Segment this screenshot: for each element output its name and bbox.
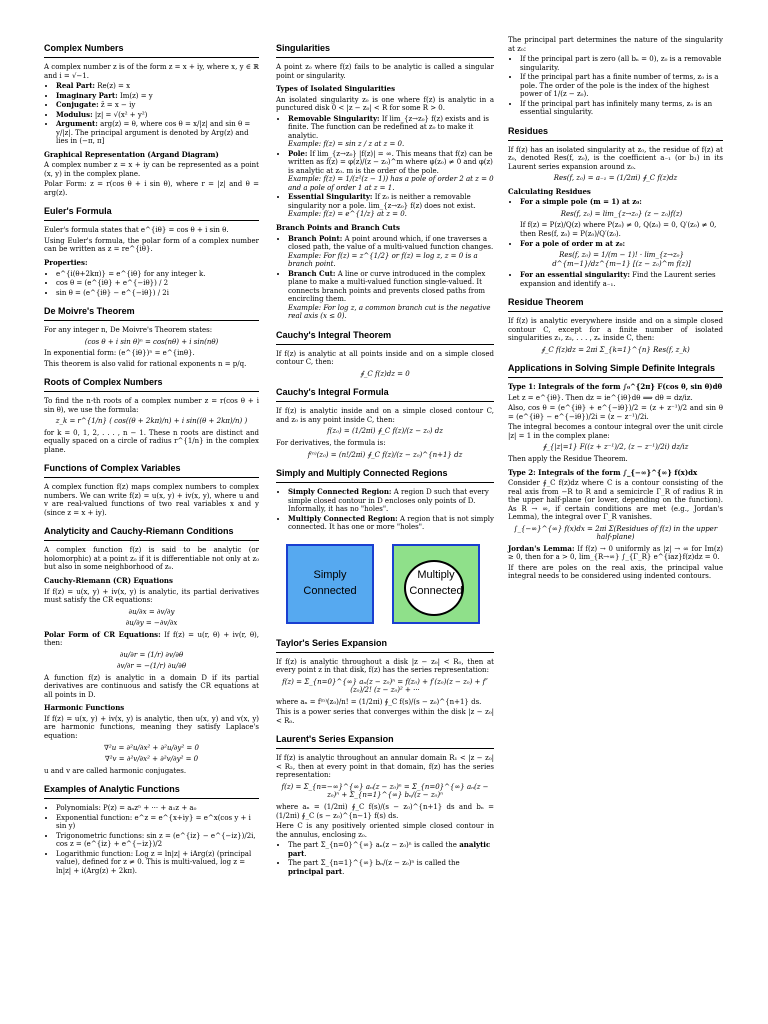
analyticity-text-2: A function f(z) is analytic in a domain D if its partial derivatives are continuous and satisfy the CR equations at all points in D. [44, 673, 259, 699]
cr-text: If f(z) = u(x, y) + iv(x, y) is analytic, its partial derivatives must satisfy the CR equations: [44, 587, 259, 605]
euler-text-2: Using Euler's formula, the polar form of a complex number can be written as z = re^{iθ}. [44, 236, 259, 254]
list-item: • cos θ = (e^{iθ} + e^{−iθ}) / 2 [56, 279, 259, 288]
examples-list [44, 804, 259, 875]
section-title-demoivre: De Moivre's Theorem [44, 306, 259, 321]
list-item: • If the principal part is zero (all bₙ = 0), z₀ is a removable singularity. [520, 55, 723, 72]
roots-text-1: To find the n-th roots of a complex number z = r(cos θ + i sin θ), we use the formula: [44, 397, 259, 414]
list-item: • The part Σ_{n=0}^{∞} aₙ(z − z₀)ⁿ is called the analytic part. [288, 841, 494, 858]
type1-equation: ∮_{|z|=1} F((z + z⁻¹)/2, (z − z⁻¹)/2i) dz/iz [542, 443, 689, 452]
analyticity-text-1: A complex function f(z) is said to be analytic (or holomorphic) at a point z₀ if it is differentiable not only at z₀ but also in some neighborhood of z₀. [44, 546, 259, 572]
subheading-isolated-singularities: Types of Isolated Singularities [276, 84, 396, 94]
type2-text-1: Consider ∮_C f(z)dz where C is a contour consisting of the real axis from −R to R and a semicircle Γ_R of radius R in the upper half-plane (or lower, depending on the function). As R → ∞, if certain conditions are met (e.g., Jordan's Lemma), the integral over Γ_R vanishes. [508, 479, 723, 522]
residue-theorem-text: If f(z) is analytic everywhere inside and on a simple closed contour C, except for a finite number of isolated singularities z₁, z₂, . . . , zₙ inside C, then: [508, 317, 723, 343]
demoivre-text-1: For any integer n, De Moivre's Theorem states: [44, 326, 213, 335]
list-item: • e^{i(θ+2kπ)} = e^{iθ} for any integer k. [56, 270, 259, 279]
list-item: • Branch Point: A point around which, if one traverses a closed path, the value of a multi-valued function changes. Example: For f(z) = z^{1/2} or f(z) = log z, z = 0 is a branch point. [288, 235, 494, 269]
taylor-text-1: If f(z) is analytic throughout a disk |z − z₀| < R₀, then at every point z in that disk, f(z) has the series representation: [276, 657, 494, 675]
list-item: • Polynomials: P(z) = aₙzⁿ + ··· + a₁z + a₀ [56, 804, 259, 813]
list-item: • If the principal part has a finite number of terms, z₀ is a pole. The order of the pole is the index of the highest power of 1/(z − z₀). [520, 73, 723, 99]
type2-equation: ∫_{−∞}^{∞} f(x)dx = 2πi Σ(Residues of f(z) in the upper half-plane) [513, 524, 718, 542]
list-item: • Logarithmic function: Log z = ln|z| + iArg(z) (principal value), defined for z ≠ 0. This is multi-valued, log z = ln|z| + i(Arg(z) + 2kπ). [56, 850, 259, 876]
complex-parts-list [44, 82, 259, 146]
section-title-residues: Residues [508, 126, 723, 141]
section-title-roots: Roots of Complex Numbers [44, 377, 259, 392]
complex-intro: A complex number z is of the form z = x + iy, where x, y ∈ ℝ and i = √−1. [44, 62, 259, 80]
list-item: • For an essential singularity: Find the Laurent series expansion and identify a₋₁. [520, 271, 723, 288]
jordan-lemma-text: Jordan's Lemma: If f(z) → 0 uniformly as |z| → ∞ for Im(z) ≥ 0, then for a > 0, lim_{R→∞} ∫_{Γ_R} e^{iaz}f(z)dz = 0. [508, 543, 723, 562]
section-title-analyticity: Analyticity and Cauchy-Riemann Conditions [44, 526, 259, 541]
cauchy-formula-text-1: If f(z) is analytic inside and on a simple closed contour C, and z₀ is any point inside C, then: [276, 407, 494, 424]
section-title-laurent: Laurent's Series Expansion [276, 734, 494, 749]
laurent-equation: f(z) = Σ_{n=−∞}^{∞} aₙ(z − z₀)ⁿ = Σ_{n=0}^{∞} aₙ(z − z₀)ⁿ + Σ_{n=1}^{∞} bₙ/(z − z₀)ⁿ [281, 782, 489, 800]
section-title-singularities: Singularities [276, 43, 494, 58]
euler-text-1: Euler's formula states that e^{iθ} = cos θ + i sin θ. [44, 226, 229, 235]
polar-cr-text: Polar Form of CR Equations: If f(z) = u(r, θ) + iv(r, θ), then: [44, 629, 260, 648]
section-title-complex-numbers: Complex Numbers [44, 43, 259, 58]
cauchy-theorem-equation: ∮_C f(z)dz = 0 [360, 369, 410, 378]
laurent-text-1: If f(z) is analytic throughout an annular domain R₁ < |z − z₀| < R₂, then at every point in that domain, f(z) has the series representation: [276, 754, 494, 780]
cr-equation-2: ∂u/∂y = −∂v/∂x [125, 619, 178, 628]
calculating-residues-list [508, 198, 723, 288]
laurent-parts-list [276, 841, 494, 876]
simply-label-2: Connected [303, 584, 357, 597]
list-item: • Conjugate: z̄ = x − iy [56, 101, 259, 110]
cauchy-formula-text-2: For derivatives, the formula is: [276, 438, 386, 447]
subheading-argand: Graphical Representation (Argand Diagram) [44, 149, 219, 159]
harmonic-text: If f(z) = u(x, y) + iv(x, y) is analytic, then u(x, y) and v(x, y) are harmonic functions, meaning they satisfy Laplace's equation: [44, 714, 259, 740]
list-item: • For a simple pole (m = 1) at z₀: Res(f, z₀) = lim_{z→z₀} (z − z₀)f(z) If f(z) = P(z)/Q(z) where P(z₀) ≠ 0, Q(z₀) = 0, Q′(z₀) ≠ 0, then Res(f, z₀) = P(z₀)/Q′(z₀). [520, 198, 723, 238]
branch-list [276, 235, 494, 321]
list-item: • For a pole of order m at z₀: Res(f, z₀) = 1/(m − 1)! · lim_{z→z₀} d^{m−1}/dz^{m−1} [(z − z₀)^m f(z)] [520, 240, 723, 269]
section-title-taylor: Taylor's Series Expansion [276, 638, 494, 653]
roots-text-2: for k = 0, 1, 2, . . . , n − 1. These n roots are distinct and equally spaced on a circle of radius r^{1/n} in the complex plane. [44, 428, 259, 454]
residue-equation: Res(f, z₀) = a₋₁ = (1/2πi) ∮_C f(z)dz [553, 174, 678, 183]
connected-regions-list [276, 488, 494, 532]
type2-text-2: If there are poles on the real axis, the principal value integral needs to be considered using indented contours. [508, 563, 723, 581]
list-item: • Exponential function: e^z = e^{x+iy} = e^x(cos y + i sin y) [56, 814, 259, 831]
taylor-text-2: where aₙ = f⁽ⁿ⁾(z₀)/n! = (1/2πi) ∮_C f(s)/(s − z₀)^{n+1} ds. [276, 697, 482, 706]
type1-text-2: Also, cos θ = (e^{iθ} + e^{−iθ})/2 = (z + z⁻¹)/2 and sin θ = (e^{iθ} − e^{−iθ})/2i = (z − z⁻¹)/2i. [508, 404, 723, 421]
polar-form-text: Polar Form: z = r(cos θ + i sin θ), where r = |z| and θ = arg(z). [44, 180, 259, 197]
cr-equation-1: ∂u/∂x = ∂v/∂y [128, 607, 175, 616]
section-title-applications: Applications in Solving Simple Definite Integrals [508, 363, 723, 378]
residues-text: If f(z) has an isolated singularity at z₀, the residue of f(z) at z₀, denoted Res(f, z₀), is the coefficient a₋₁ (or b₁) in its Laurent series expansion around z₀. [508, 145, 723, 171]
subheading-calculating-residues: Calculating Residues [508, 186, 591, 196]
list-item: • Multiply Connected Region: A region that is not simply connected. It has one or more "holes". [288, 515, 494, 532]
subheading-branch-points: Branch Points and Branch Cuts [276, 223, 400, 232]
subheading-cr: Cauchy-Riemann (CR) Equations [44, 576, 173, 585]
list-item: • Branch Cut: A line or curve introduced in the complex plane to make a multi-valued function single-valued. It connects branch points and prevents closed paths from encircling them. Example: For log z, a common branch cut is the negative real axis (x ≤ 0). [288, 270, 494, 321]
harmonic-conjugates-text: u and v are called harmonic conjugates. [44, 766, 187, 775]
list-item: • Argument: arg(z) = θ, where cos θ = x/|z| and sin θ = y/|z|. The principal argument is denoted by Arg(z) and lies in (−π, π] [56, 120, 259, 146]
list-item: • Pole: If lim_{z→z₀} |f(z)| = ∞. This means that f(z) can be written as f(z) = φ(z)/(z − z₀)^m where φ(z₀) ≠ 0 and φ(z) is analytic at z₀. m is the order of the pole. Example: f(z) = 1/(z²(z − 1)) has a pole of order 2 at z = 0 and a pole of order 1 at z = 1. [288, 150, 494, 193]
roots-equation: z_k = r^{1/n} ( cos((θ + 2kπ)/n) + i sin((θ + 2kπ)/n) ) [55, 417, 248, 426]
taylor-text-3: This is a power series that converges within the disk |z − z₀| < R₀. [276, 708, 494, 725]
laplace-equation-v: ∇²v = ∂²v/∂x² + ∂²v/∂y² = 0 [104, 755, 199, 764]
demoivre-text-2: In exponential form: (e^{iθ})ⁿ = e^{inθ}. [44, 349, 195, 358]
section-title-residue-theorem: Residue Theorem [508, 297, 723, 312]
laurent-text-2: where aₙ = (1/2πi) ∮_C f(s)/(s − z₀)^{n+1} ds and bₙ = (1/2πi) ∮_C (s − z₀)^{n−1} f(s) ds. [276, 802, 494, 820]
column-1 [44, 34, 259, 877]
subheading-properties: Properties: [44, 257, 88, 267]
euler-properties-list [44, 270, 259, 298]
section-title-functions: Functions of Complex Variables [44, 463, 259, 478]
functions-text: A complex function f(z) maps complex numbers to complex numbers. We can write f(z) = u(x, y) + iv(x, y), where u and v are real-valued functions of two real variables x and y (since z = x + iy). [44, 483, 259, 517]
list-item: • Trigonometric functions: sin z = (e^{iz} − e^{−iz})/2i, cos z = (e^{iz} + e^{−iz})/2 [56, 832, 259, 849]
list-item: • The part Σ_{n=1}^{∞} bₙ/(z − z₀)ⁿ is called the principal part. [288, 859, 494, 876]
principal-part-list [508, 55, 723, 117]
section-title-examples: Examples of Analytic Functions [44, 784, 259, 799]
list-item: • Modulus: |z| = √(x² + y²) [56, 111, 259, 120]
column-3 [508, 34, 723, 583]
list-item: • sin θ = (e^{iθ} − e^{−iθ}) / 2i [56, 289, 259, 298]
singularities-text: A point z₀ where f(z) fails to be analytic is called a singular point or singularity. [276, 62, 494, 80]
type1-text-1: Let z = e^{iθ}. Then dz = ie^{iθ}dθ ⟹ dθ = dz/iz. [508, 393, 693, 402]
list-item: • Real Part: Re(z) = x [56, 82, 259, 91]
laplace-equation-u: ∇²u = ∂²u/∂x² + ∂²u/∂y² = 0 [104, 743, 199, 752]
cauchy-derivative-equation: f⁽ⁿ⁾(z₀) = (n!/2πi) ∮_C f(z)/(z − z₀)^{n+1} dz [307, 450, 463, 459]
cauchy-formula-equation: f(z₀) = (1/2πi) ∮_C f(z)/(z − z₀) dz [327, 427, 443, 436]
section-title-euler: Euler's Formula [44, 206, 259, 221]
multiply-connected-box [392, 544, 480, 624]
section-title-cauchy-formula: Cauchy's Integral Formula [276, 387, 494, 402]
list-item: • Simply Connected Region: A region D such that every simple closed contour in D encloses only points of D. Informally, it has no "holes". [288, 488, 494, 514]
type1-text-3: The integral becomes a contour integral over the unit circle |z| = 1 in the complex plane: [508, 423, 723, 440]
demoivre-equation: (cos θ + i sin θ)ⁿ = cos(nθ) + i sin(nθ) [84, 337, 219, 346]
demoivre-text-3: This theorem is also valid for rational exponents n = p/q. [44, 359, 247, 368]
simply-connected-box [286, 544, 374, 624]
subheading-type-1: Type 1: Integrals of the form ∫₀^{2π} F(cos θ, sin θ)dθ [508, 382, 723, 392]
subheading-harmonic: Harmonic Functions [44, 703, 125, 713]
connected-regions-diagram [286, 544, 494, 624]
taylor-equation: f(z) = Σ_{n=0}^{∞} aₙ(z − z₀)ⁿ = f(z₀) + f′(z₀)(z − z₀) + f″(z₀)/2! (z − z₀)² + ··· [282, 677, 488, 695]
list-item: • Removable Singularity: If lim_{z→z₀} f(z) exists and is finite. The function can be redefined at z₀ to make it analytic. Example: f(z) = sin z / z at z = 0. [288, 115, 494, 149]
cauchy-theorem-text: If f(z) is analytic at all points inside and on a simple closed contour C, then: [276, 349, 494, 367]
list-item: • Imaginary Part: Im(z) = y [56, 92, 259, 101]
isolated-singularities-text: An isolated singularity z₀ is one where f(z) is analytic in a punctured disk 0 < |z − z₀| < R for some R > 0. [276, 95, 494, 113]
type1-text-4: Then apply the Residue Theorem. [508, 454, 628, 463]
singularity-types-list [276, 115, 494, 219]
argand-text: A complex number z = x + iy can be represented as a point (x, y) in the complex plane. [44, 161, 259, 178]
subheading-type-2: Type 2: Integrals of the form ∫_{−∞}^{∞} f(x)dx [508, 467, 698, 477]
multiply-label-1: Multiply [417, 569, 455, 582]
list-item: • Essential Singularity: If z₀ is neither a removable singularity nor a pole. lim_{z→z₀} f(z) does not exist. Example: f(z) = e^{1/z} at z = 0. [288, 193, 494, 219]
polar-cr-equation-2: ∂v/∂r = −(1/r) ∂u/∂θ [116, 662, 187, 671]
section-title-cauchy-theorem: Cauchy's Integral Theorem [276, 330, 494, 345]
column-2 [276, 34, 494, 878]
laurent-text-3: Here C is any positively oriented simple closed contour in the annulus, enclosing z₀. [276, 822, 494, 839]
section-title-connected-regions: Simply and Multiply Connected Regions [276, 468, 494, 483]
list-item: • If the principal part has infinitely many terms, z₀ is an essential singularity. [520, 100, 723, 117]
simply-label-1: Simply [313, 569, 347, 582]
polar-cr-equation-1: ∂u/∂r = (1/r) ∂v/∂θ [119, 650, 184, 659]
principal-part-text: The principal part determines the nature of the singularity at z₀: [508, 36, 723, 53]
multiply-label-2: Connected [409, 584, 463, 597]
residue-theorem-equation: ∮_C f(z)dz = 2πi Σ_{k=1}^{n} Res(f, z_k) [541, 345, 690, 354]
